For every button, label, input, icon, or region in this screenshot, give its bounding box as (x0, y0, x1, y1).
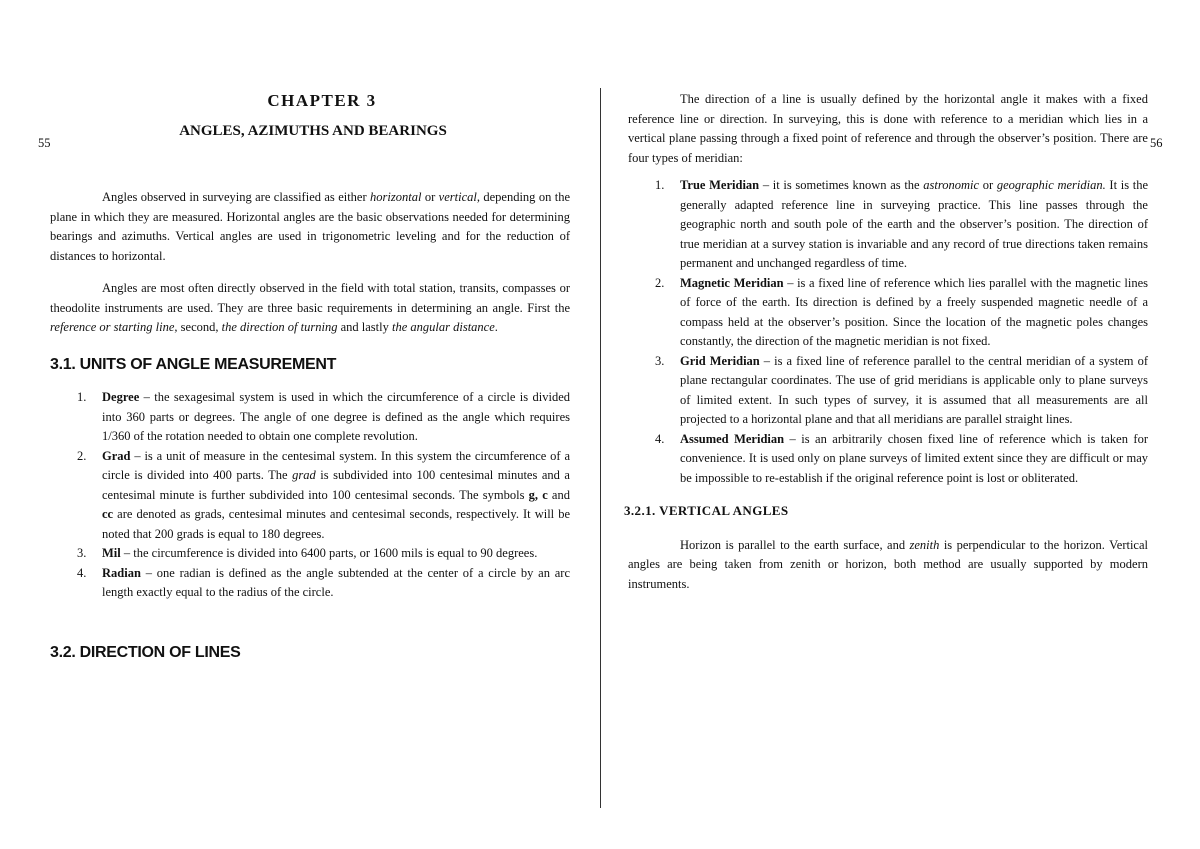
intro-paragraph-2: Angles are most often directly observed in the field with total station, transits, compasses or theodolite instruments are used. They are three basic requirements in determining an angle. First the reference or starting line, second, the direction of turning and lastly the angular distance. (50, 281, 570, 334)
list-item-grad: 2. Grad – is a unit of measure in the centesimal system. In this system the circumference of a circle is divided into 400 parts. The grad is subdivided into 100 centesimal minutes and a centesimal minute is further subdivided into 100 centesimal seconds. The symbols g, c and cc are denoted as grads, centesimal minutes and centesimal seconds, respectively. It will be noted that 200 grads is equal to 180 degrees. (77, 448, 570, 541)
list-item-mil: 3. Mil – the circumference is divided into 6400 parts, or 1600 mils is equal to 90 degrees. (77, 546, 538, 560)
page-divider (600, 88, 601, 808)
meridian-list (628, 176, 1148, 488)
list-item-degree: 1. Degree – the sexagesimal system is used in which the circumference of a circle is divided into 360 parts or degrees. The angle of one degree is defined as the angle which requires 1/360 of the rotation needed to obtain one complete revolution. (77, 390, 570, 443)
vertical-angles-paragraph: Horizon is parallel to the earth surface, and zenith is perpendicular to the horizon. Vertical angles are being taken from zenith or horizon, both method are usually supported by modern instruments. (628, 537, 1148, 591)
page-number-left: 55 (38, 136, 51, 150)
list-item-magnetic-meridian: 2. Magnetic Meridian – is a fixed line of reference which lies parallel with the magnetic lines of force of the earth. Its direction is defined by a freely suspended magnetic needle of a compass held at the observer’s position. Since the location of the magnetic poles changes constantly, the direction of the magnetic meridian is not fixed. (655, 275, 1148, 348)
section-heading-direction: 3.2. DIRECTION OF LINES (50, 643, 241, 661)
left-page-column (50, 90, 570, 662)
chapter-label: CHAPTER 3 (267, 91, 377, 110)
right-page-column (624, 90, 1149, 594)
subsection-heading-vertical-angles: 3.2.1. VERTICAL ANGLES (624, 503, 789, 518)
page-number-right: 56 (1150, 136, 1163, 150)
units-list (50, 388, 570, 603)
list-item-assumed-meridian: 4. Assumed Meridian – is an arbitrarily chosen fixed line of reference which is taken for convenience. It is used only on plane surveys of limited extent since they are difficult or may be impossible to re-establish if the original reference point is lost or obliterated. (655, 431, 1148, 485)
list-item-radian: 4. Radian – one radian is defined as the angle subtended at the center of a circle by an arc length exactly equal to the radius of the circle. (77, 565, 570, 599)
intro-paragraph-1: Angles observed in surveying are classified as either horizontal or vertical, depending on the plane in which they are measured. Horizontal angles are the basic observations needed for determining bearings and azimuths. Vertical angles are used in trigonometric leveling and for the reduction of distances to horizontal. (50, 190, 570, 263)
direction-intro-paragraph: The direction of a line is usually defined by the horizontal angle it makes with a fixed reference line or direction. In surveying, this is done with reference to a meridian which lies in a vertical plane passing through a fixed point of reference and through the observer’s position. There are four types of meridian: (628, 92, 1148, 165)
section-heading-units: 3.1. UNITS OF ANGLE MEASUREMENT (50, 355, 337, 373)
list-item-grid-meridian: 3. Grid Meridian – is a fixed line of reference parallel to the central meridian of a system of plane rectangular coordinates. The use of grid meridians is applicable only to plane surveys of limited extent. In such types of survey, it is assumed that all measurements are all projected to a horizontal plane and that all meridians are parallel straight lines. (655, 353, 1148, 426)
chapter-title: ANGLES, AZIMUTHS AND BEARINGS (179, 123, 447, 139)
list-item-true-meridian: 1. True Meridian – it is sometimes known as the astronomic or geographic meridian. It is the generally adapted reference line in surveying practice. This line passes through the geographic north and south pole of the earth and the observer’s position. The direction of true meridian at a survey station is invariable and any record of true directions taken remains permanent and unchanged regardless of time. (655, 178, 1149, 270)
